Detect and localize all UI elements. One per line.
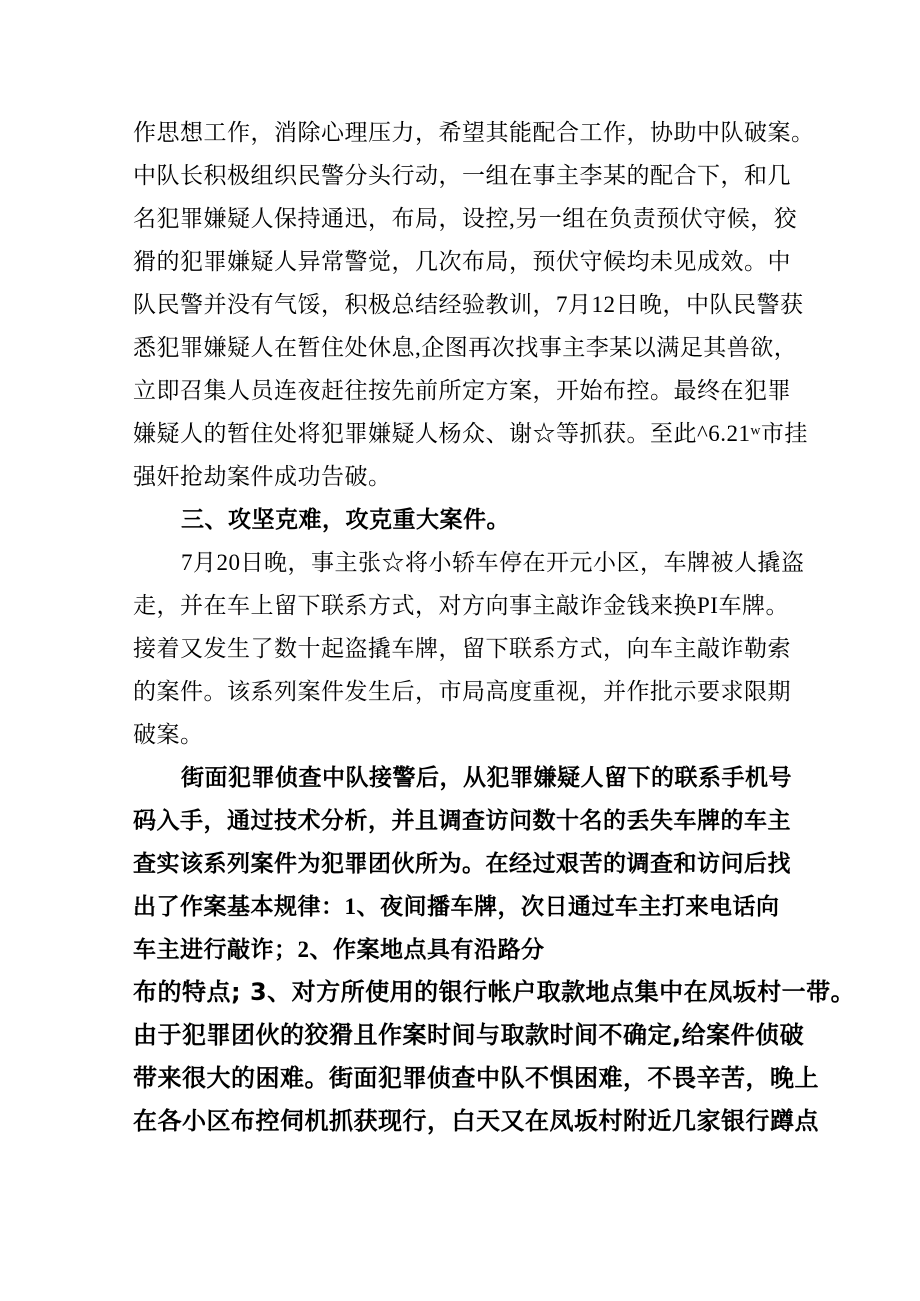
text-line: 查实该系列案件为犯罪团伙所为。在经过艰苦的调查和访问后找: [133, 851, 791, 876]
paragraph-case-621-conclusion: [133, 111, 815, 498]
text-line: 破案。: [133, 722, 204, 747]
text-line: 的案件。该系列案件发生后，市局高度重视，并作批示要求限期: [133, 679, 791, 704]
text-line: 队民警并没有气馁，积极总结经验教训，7月12日晚，中队民警获: [133, 292, 804, 317]
text-line: 带来很大的困难。街面犯罪侦查中队不惧困难，不畏辛苦，晚上: [133, 1064, 819, 1092]
text-line: 由于犯罪团伙的狡猾且作案时间与取款时间不确定,给案件侦破: [133, 1021, 805, 1049]
text-line: 在各小区布控伺机抓获现行，白天又在凤坂村附近几家银行蹲点: [133, 1107, 819, 1135]
text-line: 布的特点; 3、对方所使用的银行帐户取款地点集中在凤坂村一带。: [133, 978, 856, 1006]
text-line: 接着又发生了数十起盗撬车牌，留下联系方式，向车主敲诈勒索: [133, 636, 791, 661]
document-content: [133, 111, 856, 1143]
text-line: 强奸抢劫案件成功告破。: [133, 464, 392, 489]
text-line: 名犯罪嫌疑人保持通迅，布局，设控,另一组在负责预伏守候，狡: [133, 206, 798, 231]
text-line: 车主进行敲诈；2、作案地点具有沿路分: [133, 937, 545, 962]
text-line: 嫌疑人的暂住处将犯罪嫌疑人杨众、谢☆等抓获。至此^6.21ʷ市挂: [133, 421, 808, 446]
section-heading: [133, 498, 801, 541]
text-line: 走，并在车上留下联系方式，对方向事主敲诈金钱来换PI车牌。: [133, 593, 789, 618]
text-line: 作思想工作，消除心理压力，希望其能配合工作，协助中队破案。: [133, 120, 815, 145]
text-line: 立即召集人员连夜赶往按先前所定方案，开始布控。最终在犯罪: [133, 378, 791, 403]
paragraph-investigation-actions: [133, 971, 856, 1143]
section-heading-text: 三、攻坚克难，攻克重大案件。: [181, 507, 510, 532]
text-line: 猾的犯罪嫌疑人异常警觉，几次布局，预伏守候均未见成效。中: [133, 249, 791, 274]
paragraph-license-plate-case-intro: [133, 541, 805, 756]
text-line: 码入手，通过技术分析，并且调查访问数十名的丢失车牌的车主: [133, 808, 791, 833]
text-line: 街面犯罪侦查中队接警后，从犯罪嫌疑人留下的联系手机号: [181, 765, 792, 790]
text-line: 悉犯罪嫌疑人在暂住处休息,企图再次找事主李某以满足其兽欲，: [133, 335, 798, 360]
text-line: 出了作案基本规律：1、夜间播车牌，次日通过车主打来电话向: [133, 894, 780, 919]
text-line: 7月20日晚，事主张☆将小轿车停在开元小区，车牌被人撬盗: [181, 550, 805, 575]
text-line: 中队长积极组织民警分头行动，一组在事主李某的配合下，和几: [133, 163, 791, 188]
paragraph-investigation-analysis: [133, 756, 801, 971]
